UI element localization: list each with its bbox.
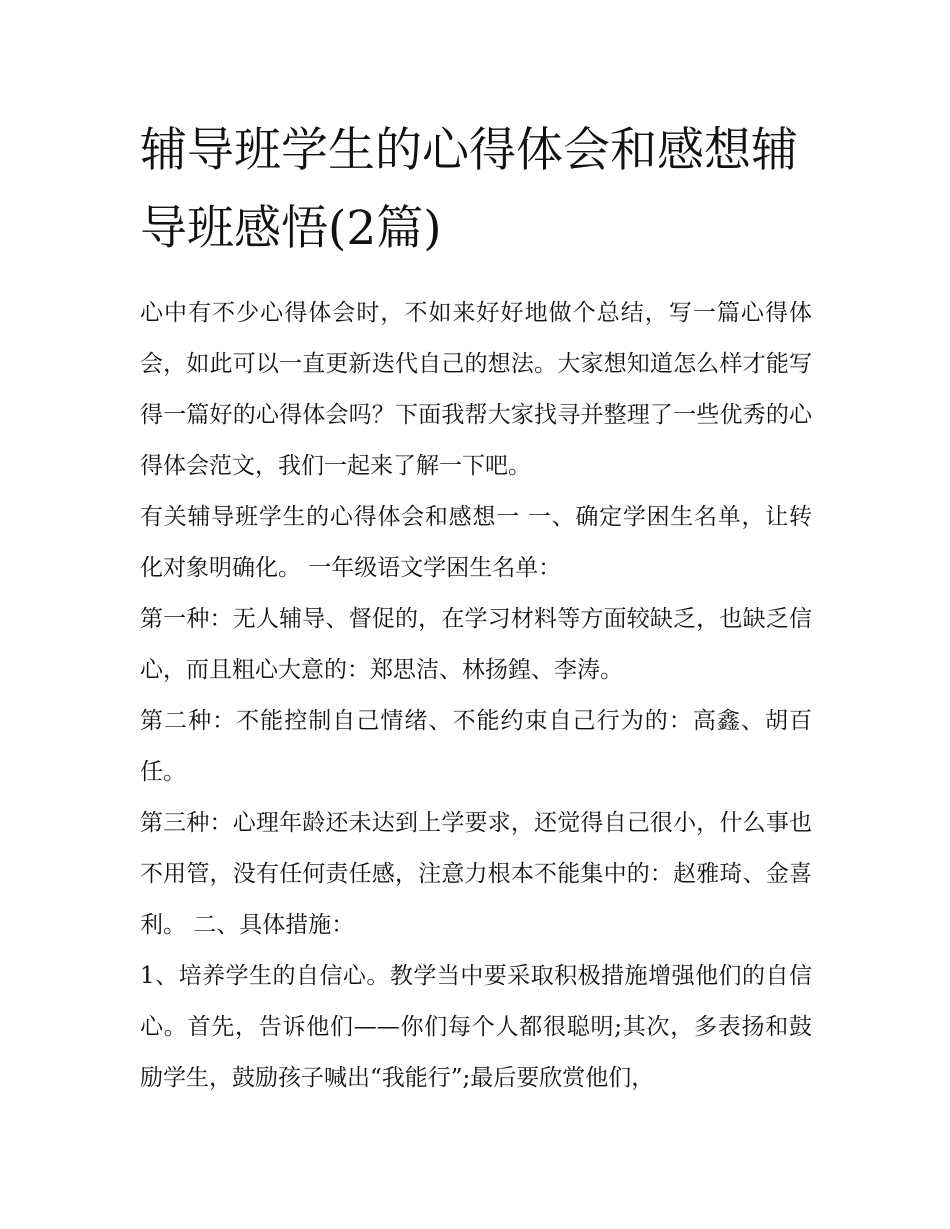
paragraph-intro: 心中有不少心得体会时，不如来好好地做个总结，写一篇心得体会，如此可以一直更新迭代自己的想法。大家想知道怎么样才能写得一篇好的心得体会吗？下面我帮大家找寻并整理了一些优秀的心得体会范文，我们一起来了解一下吧。	[140, 300, 812, 479]
document-title: 辅导班学生的心得体会和感想辅导班感悟(2篇)	[140, 123, 798, 256]
paragraph-measure-one: 1、培养学生的自信心。教学当中要采取积极措施增强他们的自信心。首先，告诉他们——你们每个人都很聪明;其次，多表扬和鼓励学生，鼓励孩子喊出“我能行”;最后要欣赏他们，	[140, 963, 812, 1091]
paragraph-section-one: 有关辅导班学生的心得体会和感想一 一、确定学困生名单，让转化对象明确化。 一年级语文学困生名单：	[140, 504, 812, 581]
document-page	[140, 112, 812, 1104]
paragraph-type-two: 第二种：不能控制自己情绪、不能约束自己行为的：高鑫、胡百任。	[140, 708, 812, 785]
paragraph-type-one: 第一种：无人辅导、督促的，在学习材料等方面较缺乏，也缺乏信心，而且粗心大意的：郑思洁、林扬鍠、李涛。	[140, 606, 812, 683]
document-body	[140, 288, 812, 1104]
paragraph-type-three: 第三种：心理年龄还未达到上学要求，还觉得自己很小，什么事也不用管，没有任何责任感，注意力根本不能集中的：赵雅琦、金喜利。 二、具体措施：	[140, 810, 812, 938]
